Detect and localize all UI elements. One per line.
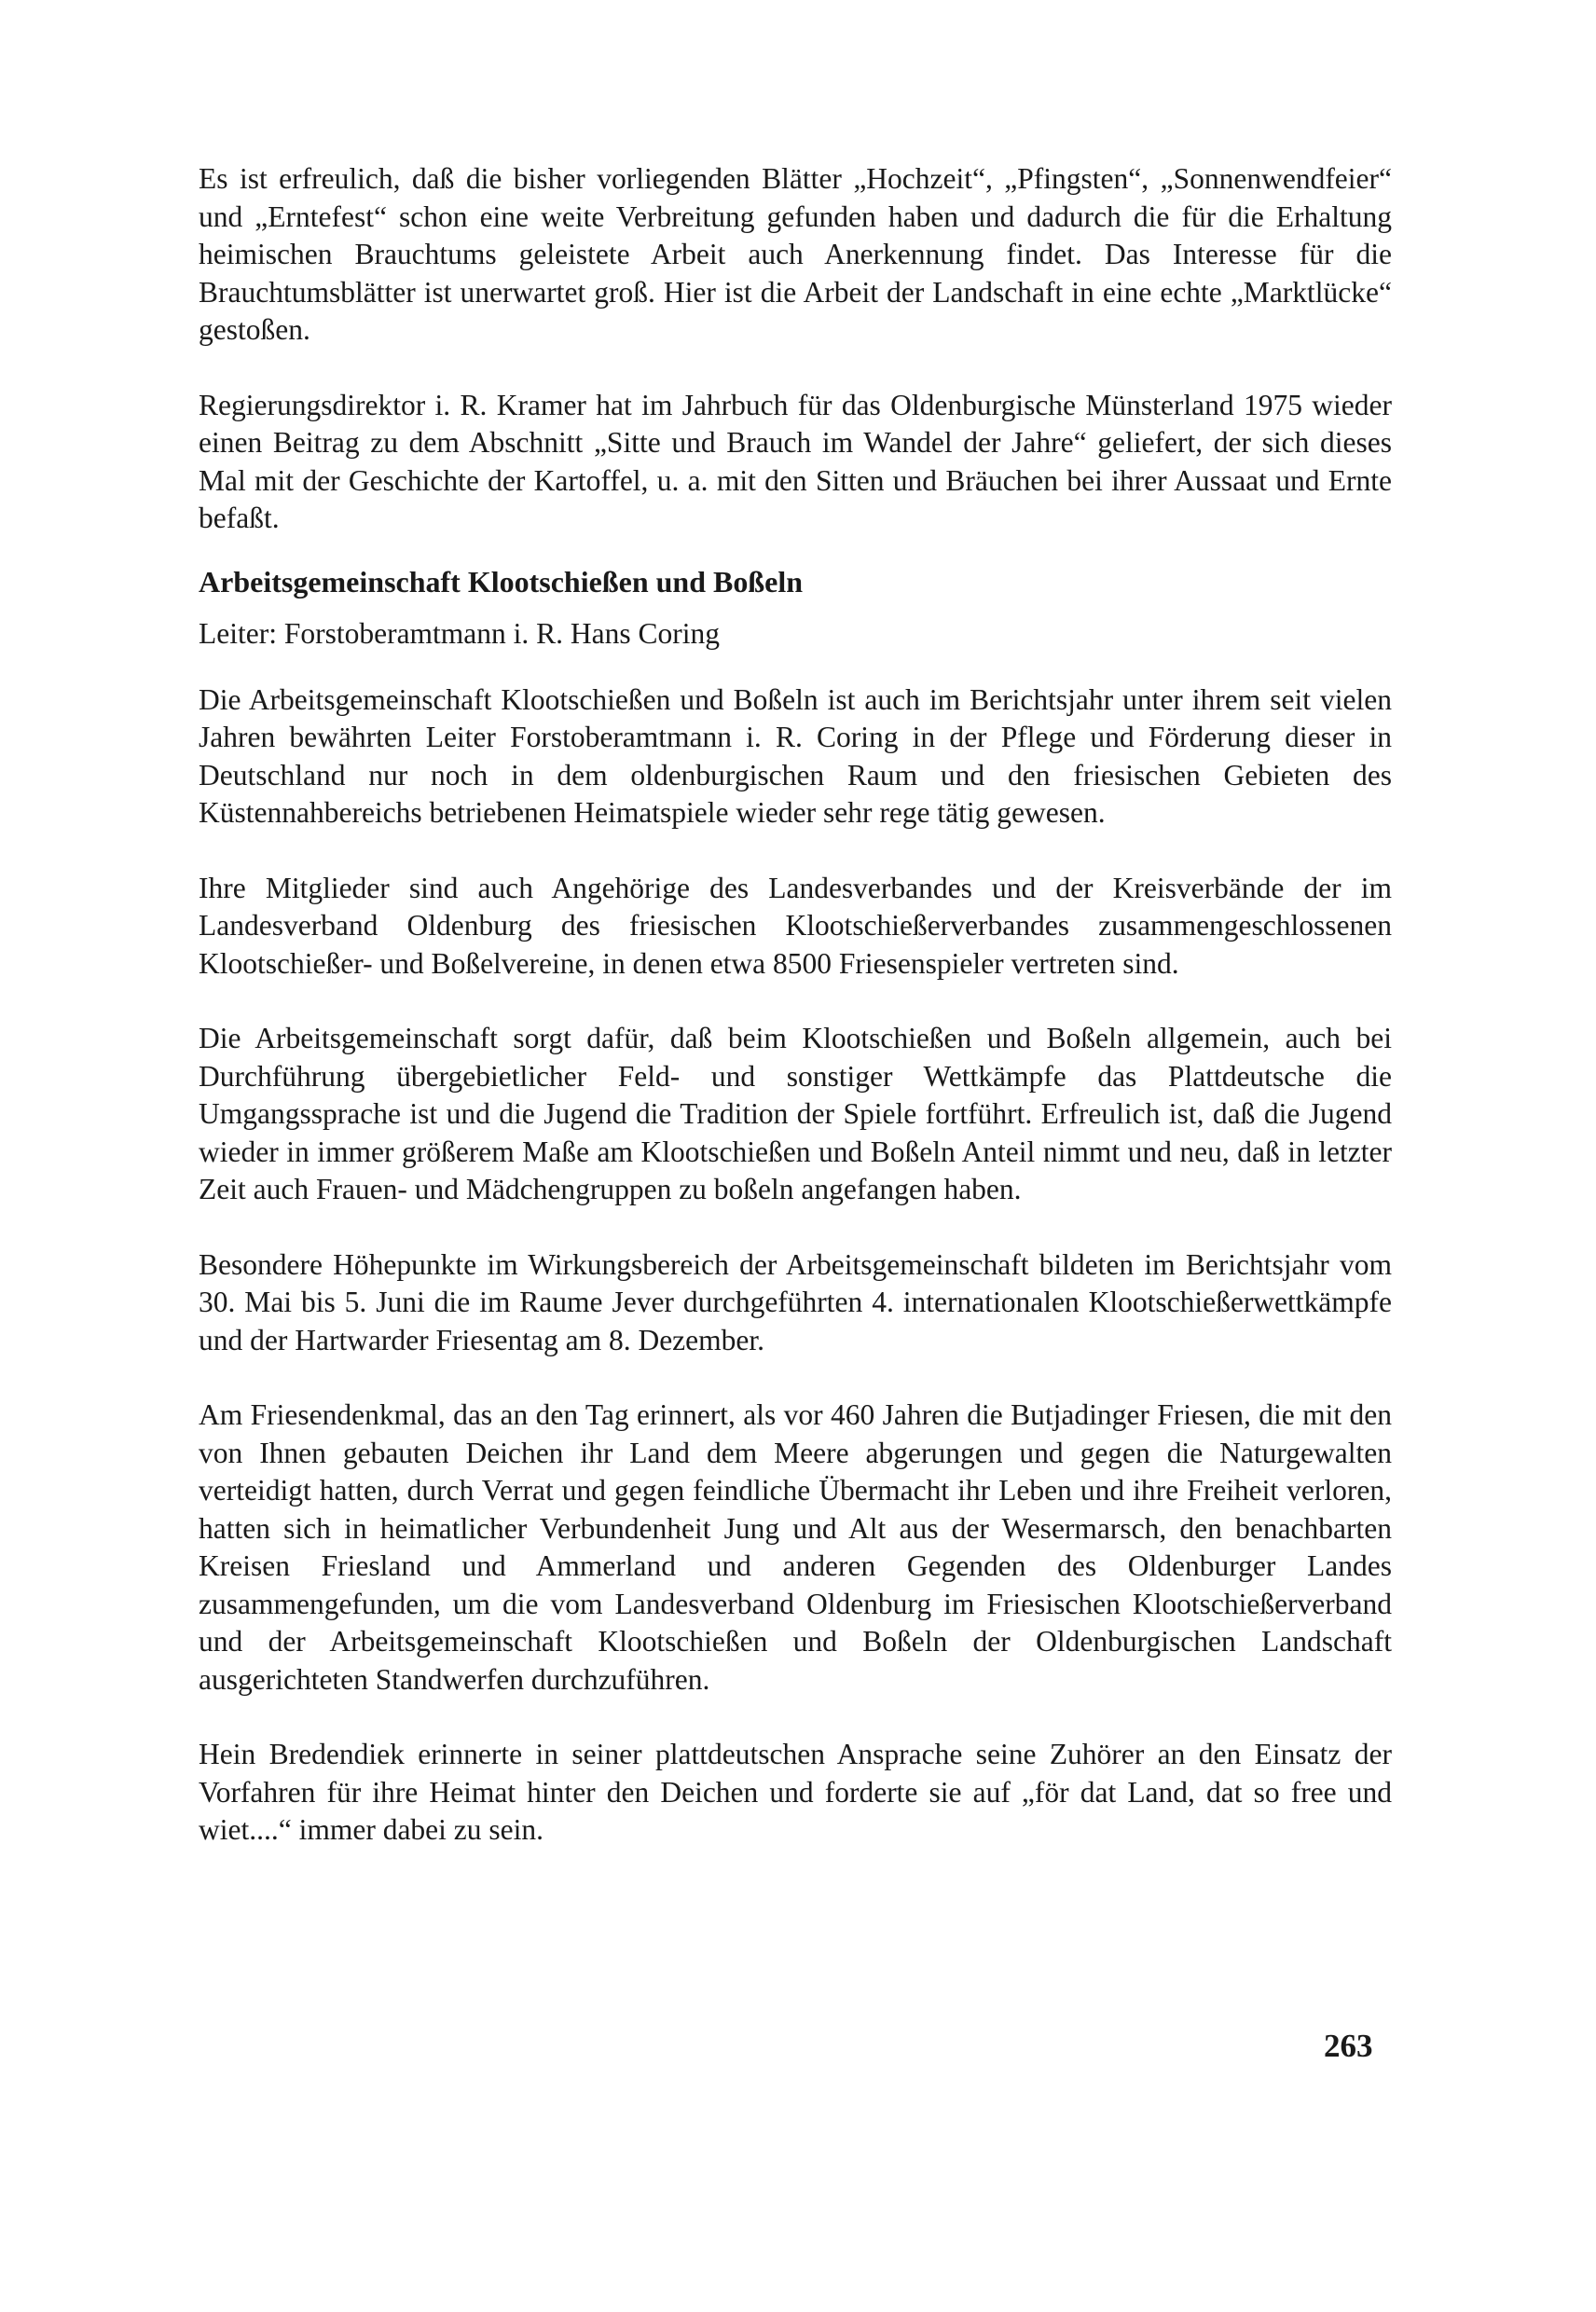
page-number: 263 [1324, 2028, 1373, 2064]
paragraph-plattdeutsch: Die Arbeitsgemeinschaft sorgt dafür, daß beim Klootschießen und Boßeln allgemein, auch bei Durchführung übergebietlicher Feld- und sonstiger Wettkämpfe das Plattdeutsche die Umgangssprache ist und die Jugend die Tradition der Spiele fortführt. Erfreulich ist, daß die Jugend wieder in immer größerem Maße am Klootschießen und Boßeln Anteil nimmt und neu, daß in letzter Zeit auch Frauen- und Mädchengruppen zu boßeln angefangen haben. [199, 1022, 1392, 1205]
paragraph-hoehepunkte: Besondere Höhepunkte im Wirkungsbereich der Arbeitsgemeinschaft bildeten im Berichtsjahr vom 30. Mai bis 5. Juni die im Raume Jever durchgeführten 4. internationalen Klootschießerwettkämpfe und der Hartwarder Friesentag am 8. Dezember. [199, 1247, 1392, 1356]
paragraph-mitglieder: Ihre Mitglieder sind auch Angehörige des Landesverbandes und der Kreisverbände der im Landesverband Oldenburg des friesischen Klootschießerverbandes zusammengeschlossenen Klootschießer- und Boßelvereine, in denen etwa 8500 Friesenspieler vertreten sind. [199, 871, 1392, 980]
page-content [199, 160, 1392, 1887]
paragraph-arbeitsgemeinschaft-intro: Die Arbeitsgemeinschaft Klootschießen und Boßeln ist auch im Berichtsjahr unter ihrem seit vielen Jahren bewährten Leiter Forstoberamtmann i. R. Coring in der Pflege und Förderung dieser in Deutschland nur noch in dem oldenburgischen Raum und den friesischen Gebieten des Küstennahbereichs betriebenen Heimatspiele wieder sehr rege tätig gewesen. [199, 682, 1392, 829]
section-leader: Leiter: Forstoberamtmann i. R. Hans Coring [199, 616, 721, 650]
section-heading: Arbeitsgemeinschaft Klootschießen und Boßeln [199, 564, 804, 599]
paragraph-bredendiek: Hein Bredendiek erinnerte in seiner plattdeutschen Ansprache seine Zuhörer an den Einsatz der Vorfahren für ihre Heimat hinter den Deichen und forderte sie auf „för dat Land, dat so free und wiet....“ immer dabei zu sein. [199, 1738, 1392, 1846]
paragraph-kramer-jahrbuch: Regierungsdirektor i. R. Kramer hat im Jahrbuch für das Oldenburgische Münsterland 1975 wieder einen Beitrag zu dem Abschnitt „Sitte und Brauch im Wandel der Jahre“ geliefert, der sich dieses Mal mit der Geschichte der Kartoffel, u. a. mit den Sitten und Bräuchen bei ihrer Aussaat und Ernte befaßt. [199, 388, 1392, 534]
paragraph-friesendenkmal: Am Friesendenkmal, das an den Tag erinnert, als vor 460 Jahren die Butjadinger Friesen, die mit den von Ihnen gebauten Deichen ihr Land dem Meere abgerungen und gegen die Naturgewalten verteidigt hatten, durch Verrat und gegen feindliche Übermacht ihr Leben und ihre Freiheit verloren, hatten sich in heimatlicher Verbundenheit Jung und Alt aus der Wesermarsch, den benachbarten Kreisen Friesland und Ammerland und anderen Gegenden des Oldenburger Landes zusammengefunden, um die vom Landesverband Oldenburg im Friesischen Klootschießerverband und der Arbeitsgemeinschaft Klootschießen und Boßeln der Oldenburgischen Landschaft ausgerichteten Standwerfen durchzuführen. [199, 1398, 1392, 1696]
paragraph-brauchtumsblaetter: Es ist erfreulich, daß die bisher vorliegenden Blätter „Hochzeit“, „Pfingsten“, „Sonnenwendfeier“ und „Erntefest“ schon eine weite Verbreitung gefunden haben und dadurch die für die Erhaltung heimischen Brauchtums geleistete Arbeit auch Anerkennung findet. Das Interesse für die Brauchtumsblätter ist unerwartet groß. Hier ist die Arbeit der Landschaft in eine echte „Marktlücke“ gestoßen. [199, 162, 1392, 346]
